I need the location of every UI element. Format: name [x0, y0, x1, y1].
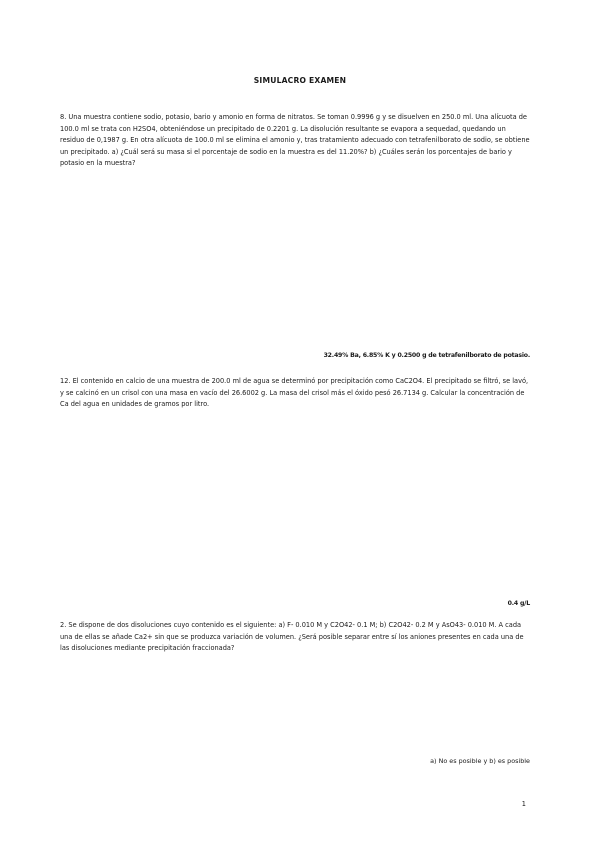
question-12-text: 12. El contenido en calcio de una muestra de 200.0 ml de agua se determinó por precipitación como CaC2O4. El precipitado se filtró, se lavó, y se calcinó en un crisol con una masa en vacío del 26.6002 g. La masa del crisol más el óxido pesó 26.7134 g. Calcular la concentración de Ca del agua en unidades de gramos por litro. — [60, 377, 529, 409]
question-12-answer: 0.4 g/L — [507, 600, 530, 607]
question-2-answer: a) No es posible y b) es posible — [430, 757, 530, 765]
question-2-text: 2. Se dispone de dos disoluciones cuyo contenido es el siguiente: a) F- 0.010 M y C2O42- 0.1 M; b) C2O42- 0.2 M y AsO43- 0.010 M. A cada una de ellas se añade Ca2+ sin que se produzca variación de volumen. ¿Será posible separar entre sí los aniones presentes en cada una de las disoluciones mediante precipitación fraccionada? — [60, 621, 524, 653]
question-8-text: 8. Una muestra contiene sodio, potasio, bario y amonio en forma de nitratos. Se toman 0.9996 g y se disuelven en 250.0 ml. Una alícuota de 100.0 ml se trata con H2SO4, obteniéndose un precipitado de 0.2201 g. La disolución resultante se evapora a sequedad, quedando un residuo de 0,1987 g. En otra alícuota de 100.0 ml se elimina el amonio y, tras tratamiento adecuado con tetrafenilborato de sodio, se obtiene un precipitado. a) ¿Cuál será su masa si el porcentaje de sodio en la muestra es del 11.20%? b) ¿Cuáles serán los porcentajes de bario y potasio en la muestra? — [60, 113, 530, 168]
question-8-answer: 32.49% Ba, 6.85% K y 0.2500 g de tetrafenilborato de potasio. — [323, 352, 530, 359]
page-number: 1 — [521, 800, 526, 808]
page-title: SIMULACRO EXAMEN — [253, 76, 347, 85]
